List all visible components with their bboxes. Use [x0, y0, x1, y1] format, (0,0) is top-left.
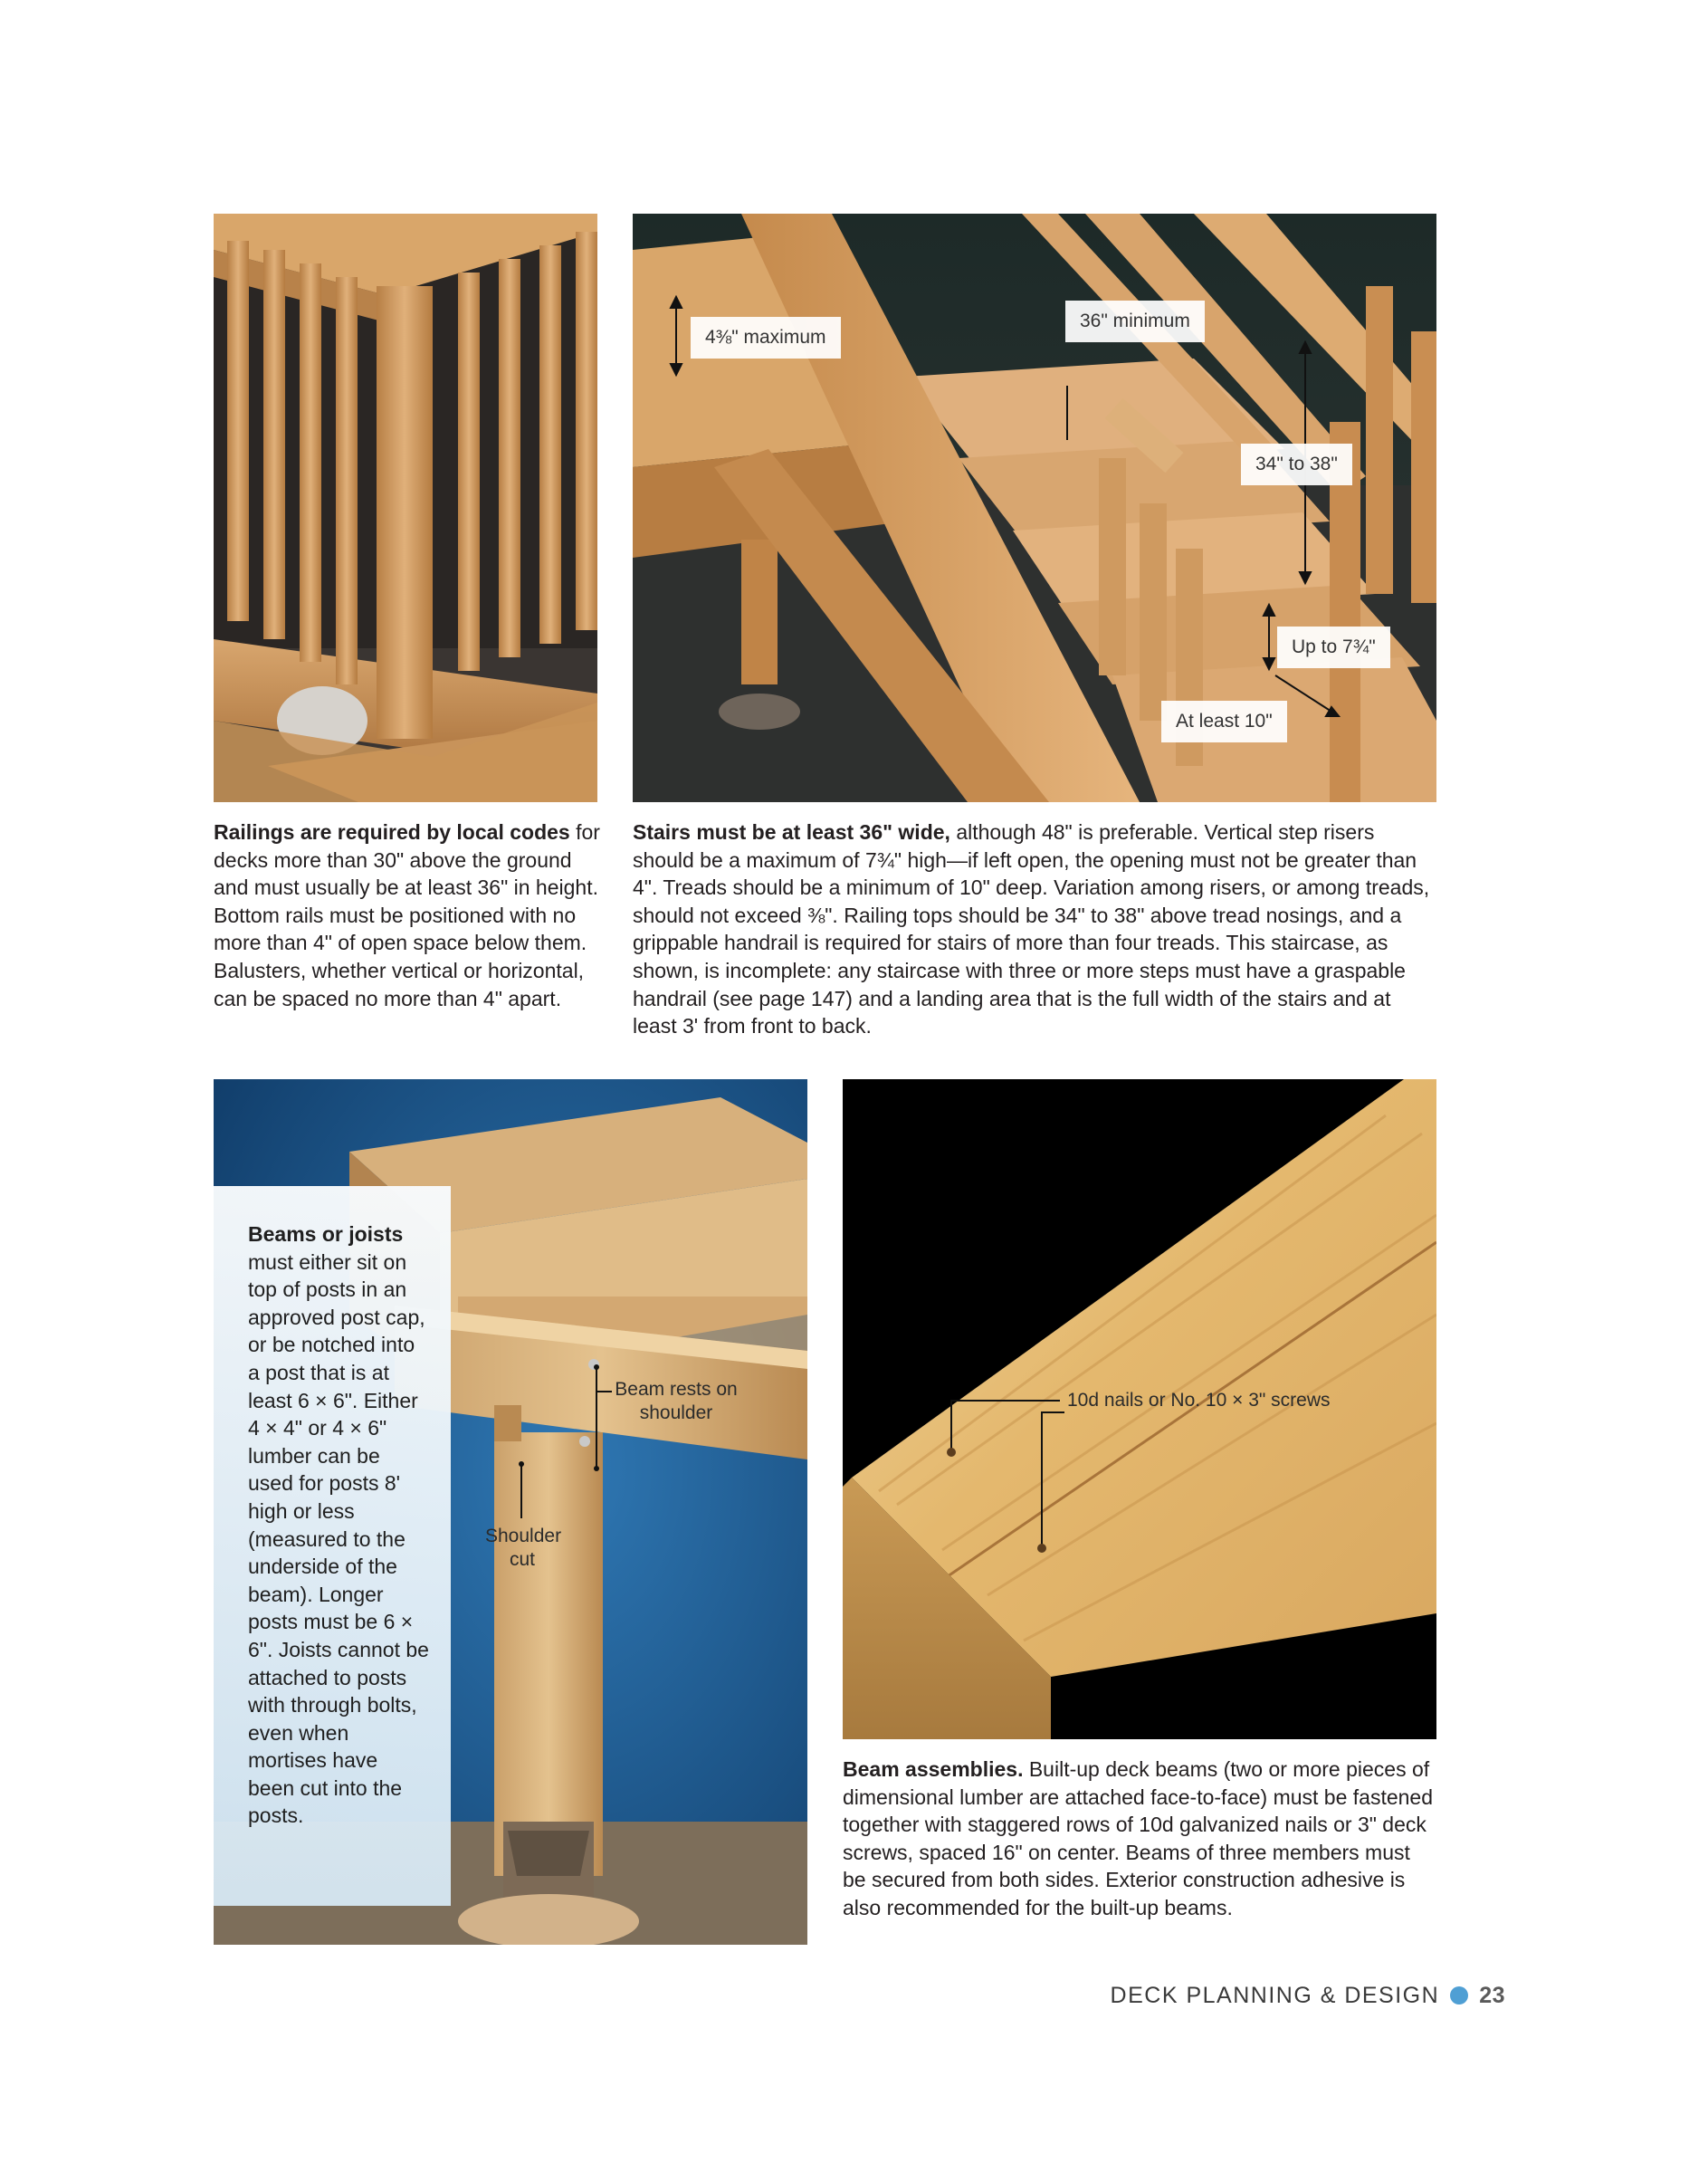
stairs-caption-lead: Stairs must be at least 36" wide, [633, 820, 950, 844]
tread-depth-label: At least 10" [1161, 701, 1287, 742]
fasteners-label: 10d nails or No. 10 × 3" screws [1067, 1390, 1331, 1411]
riser-height-label: Up to 7¾" [1277, 627, 1390, 668]
beams-joists-body: must either sit on top of posts in an approved post cap, or be notched into a post that is at least 6 × 6". Either 4 × 4" or 4 × 6" lumber can be used for posts 8' high or less (measured to the underside of the beam). Longer posts must be 6 × 6". Joists cannot be attached to posts with through bolts, even when mortises have been cut into the posts. [248, 1249, 429, 1828]
beam-assembly-photo [843, 1079, 1436, 1739]
beams-joists-text [248, 1220, 429, 1830]
beam-rests-label: Beam rests on shoulder [615, 1379, 738, 1423]
shoulder-cut-label: Shoulder cut [485, 1526, 562, 1570]
page-footer [1111, 1977, 1505, 2014]
beam-assemblies-lead: Beam assemblies. [843, 1757, 1024, 1781]
page-number: 23 [1479, 1982, 1505, 2008]
rail-height-label: 34" to 38" [1241, 444, 1352, 485]
railing-photo [214, 214, 597, 802]
beam-assemblies-caption [843, 1756, 1436, 1922]
section-title: DECK PLANNING & DESIGN [1110, 1982, 1440, 2008]
stairs-caption [633, 818, 1440, 1040]
beams-joists-callout [214, 1186, 451, 1906]
railings-caption-body: for decks more than 30" above the ground and must usually be at least 36" in height. Bottom rails must be positioned with no more than 4" of open space below them. Balusters, whether vertical or horizontal, can be spaced no more than 4" apart. [214, 820, 600, 1010]
handrail-gap-label: 4⅜" maximum [691, 317, 841, 359]
railings-caption-lead: Railings are required by local codes [214, 820, 570, 844]
railings-caption [214, 818, 601, 1012]
post-beam-photo [214, 1079, 807, 1945]
stair-width-label: 36" minimum [1065, 301, 1205, 342]
beams-joists-lead: Beams or joists [248, 1222, 404, 1246]
stairs-photo [633, 214, 1436, 802]
stairs-caption-body: although 48" is preferable. Vertical step risers should be a maximum of 7¾" high—if left open, the opening must not be greater than 4". Treads should be a minimum of 10" deep. Variation among risers, or among treads, should not exceed ⅜". Railing tops should be 34" to 38" above tread nosings, and a grippable handrail is required for stairs of more than four treads. This staircase, as shown, is incomplete: any staircase with three or more steps must have a graspable handrail (see page 147) and a landing area that is the full width of the stairs and at least 3' from front to back. [633, 820, 1430, 1038]
beam-assemblies-body: Built-up deck beams (two or more pieces of dimensional lumber are attached face-to-face) must be fastened together with staggered rows of 10d galvanized nails or 3" deck screws, spaced 16" on center. Beams of three members must be secured from both sides. Exterior construction adhesive is also recommended for the built-up beams. [843, 1757, 1434, 1919]
bullet-dot-icon [1450, 1986, 1468, 2005]
